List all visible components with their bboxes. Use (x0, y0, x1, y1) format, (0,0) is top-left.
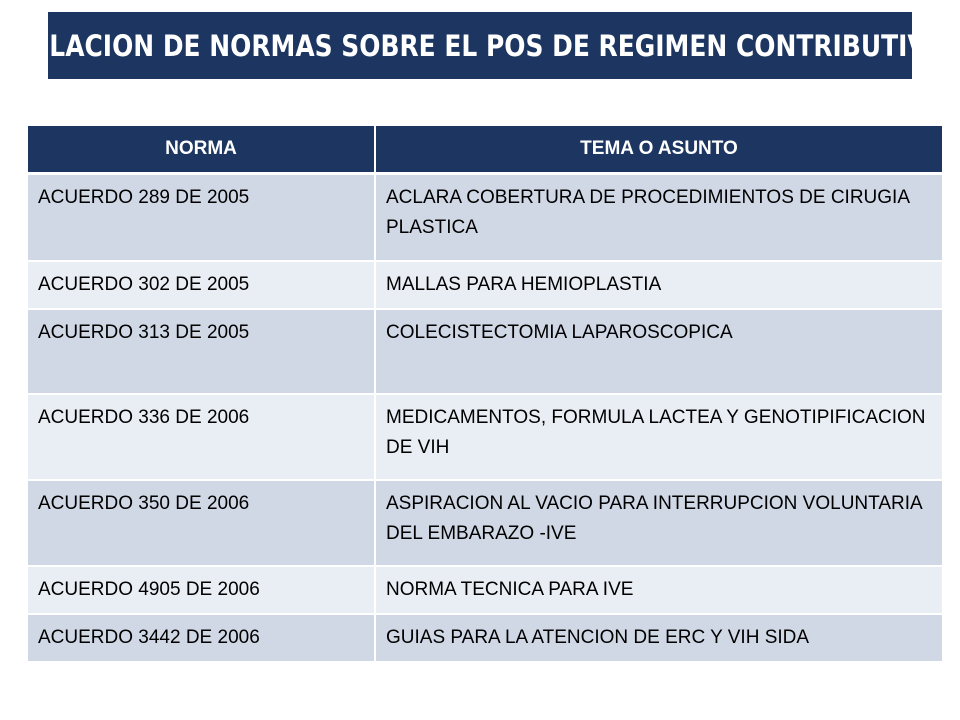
cell-norma: ACUERDO 3442 DE 2006 (28, 614, 375, 662)
cell-tema: GUIAS PARA LA ATENCION DE ERC Y VIH SIDA (375, 614, 942, 662)
page-title-bar (12, 12, 948, 79)
cell-norma: ACUERDO 336 DE 2006 (28, 394, 375, 480)
table-row (28, 480, 942, 566)
table-row (28, 309, 942, 394)
column-header-norma: NORMA (28, 126, 375, 174)
cell-norma: ACUERDO 289 DE 2005 (28, 174, 375, 261)
column-header-tema: TEMA O ASUNTO (375, 126, 942, 174)
cell-tema: MEDICAMENTOS, FORMULA LACTEA Y GENOTIPIFICACION DE VIH (375, 394, 942, 480)
page-title: RELACION DE NORMAS SOBRE EL POS DE REGIMEN CONTRIBUTIVO (12, 28, 948, 63)
cell-tema: NORMA TECNICA PARA IVE (375, 566, 942, 614)
cell-norma: ACUERDO 4905 DE 2006 (28, 566, 375, 614)
cell-norma: ACUERDO 350 DE 2006 (28, 480, 375, 566)
cell-tema: MALLAS PARA HEMIOPLASTIA (375, 261, 942, 309)
table-row (28, 394, 942, 480)
table-row (28, 566, 942, 614)
cell-tema: ACLARA COBERTURA DE PROCEDIMIENTOS DE CIRUGIA PLASTICA (375, 174, 942, 261)
norms-table (28, 126, 942, 663)
table-header-row (28, 126, 942, 174)
table-row (28, 174, 942, 261)
cell-norma: ACUERDO 302 DE 2005 (28, 261, 375, 309)
table-row (28, 261, 942, 309)
cell-tema: COLECISTECTOMIA LAPAROSCOPICA (375, 309, 942, 394)
table-row (28, 614, 942, 662)
cell-norma: ACUERDO 313 DE 2005 (28, 309, 375, 394)
cell-tema: ASPIRACION AL VACIO PARA INTERRUPCION VOLUNTARIA DEL EMBARAZO -IVE (375, 480, 942, 566)
